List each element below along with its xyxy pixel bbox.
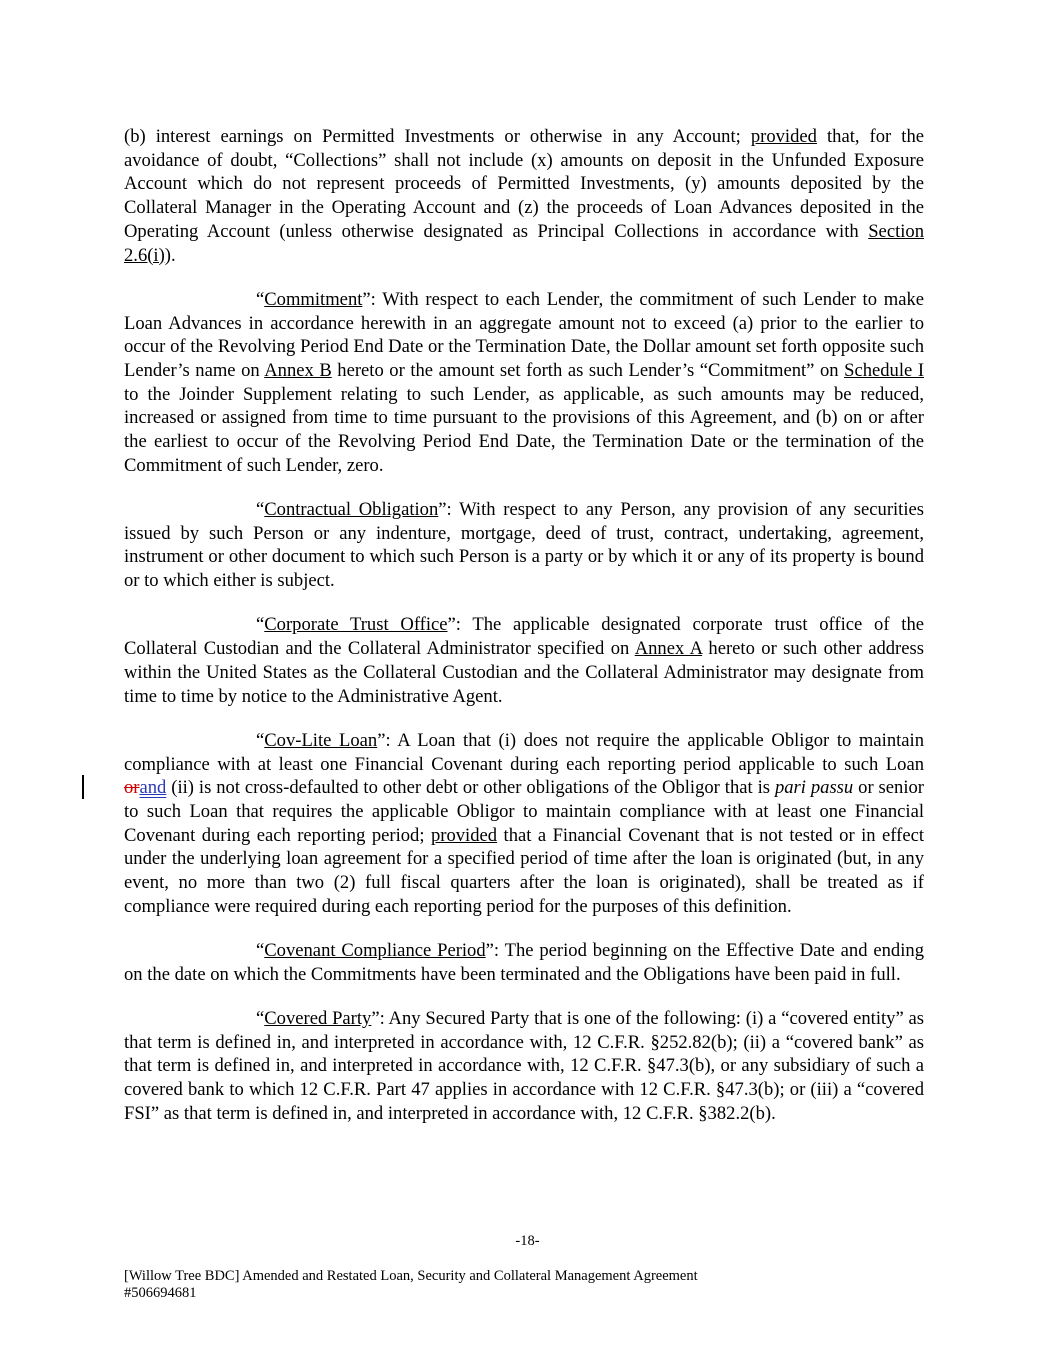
open-quote: “ [256, 940, 265, 962]
defined-term: Contractual Obligation [264, 499, 439, 521]
text-run: ”: The applicable designated corporate trust office of the Collateral Custodian and the Collateral Administrator specified on [124, 614, 924, 660]
defined-term: Commitment [264, 288, 363, 310]
text-run: (b) interest earnings on Permitted Investments or otherwise in any Account; [124, 126, 751, 147]
definition-corporate-trust-office [124, 613, 924, 708]
definition-cov-lite-loan [124, 729, 924, 919]
text-run: ”: A Loan that (i) does not require the applicable Obligor to maintain compliance with at least one Financial Covenant during each reporting period applicable to such Loan [124, 729, 924, 775]
collections-continuation-paragraph [124, 125, 924, 267]
footer-document-id: #506694681 [124, 1285, 197, 1301]
italic-phrase: pari passu [774, 777, 854, 799]
definition-contractual-obligation [124, 498, 924, 593]
underlined-term: provided [750, 126, 817, 147]
revision-change-bar [82, 775, 84, 799]
defined-term: Cov-Lite Loan [264, 729, 378, 751]
definition-commitment [124, 288, 924, 478]
text-run: ”: With respect to any Person, any provision of any securities issued by such Person or any indenture, mortgage, deed of trust, contract, undertaking, agreement, instrument or other document to which such Person is a party or by which it or any of its property is bound or to which either is subject. [124, 499, 924, 592]
footer-agreement-title: [Willow Tree BDC] Amended and Restated Loan, Security and Collateral Management Agreement [124, 1268, 698, 1284]
open-quote: “ [256, 499, 265, 521]
open-quote: “ [256, 1008, 265, 1030]
text-run: to the Joinder Supplement relating to such Lender, as applicable, as such amounts may be reduced, increased or assigned from time to time pursuant to the provisions of this Agreement, and (b) on or after the earliest to occur of the Revolving Period End Date, the Termination Date or the termination of the Commitment of such Lender, zero. [124, 383, 924, 476]
schedule-reference: Schedule I [844, 359, 925, 381]
defined-term: Covered Party [264, 1008, 372, 1030]
document-footer [124, 1268, 924, 1302]
open-quote: “ [256, 288, 265, 310]
text-run: hereto or the amount set forth as such Lender’s “Commitment” on [331, 359, 845, 381]
underlined-term: provided [430, 824, 498, 846]
text-run: ”: The period beginning on the Effective Date and ending on the date on which the Commitments have been terminated and the Obligations have been paid in full. [124, 940, 924, 985]
tracked-deletion: or [124, 777, 140, 799]
tracked-insertion: and [139, 777, 167, 799]
text-run: that, for the avoidance of doubt, “Collections” shall not include (x) amounts on deposit in the Unfunded Exposure Account which do not represent proceeds of Permitted Investments, (y) amounts deposited by the Collateral Manager in the Operating Account and (z) the proceeds of Loan Advances deposited in the Operating Account (unless otherwise designated as Principal Collections in accordance with [124, 126, 924, 242]
definition-covered-party [124, 1007, 924, 1126]
document-body [124, 125, 924, 1146]
annex-reference: Annex A [634, 638, 703, 660]
open-quote: “ [256, 614, 265, 636]
definition-covenant-compliance-period [124, 939, 924, 986]
text-run: hereto or such other address within the United States as the Collateral Custodian and the Collateral Administrator may designate from time to time by notice to the Administrative Agent. [124, 638, 924, 707]
section-reference: Section 2.6(i) [124, 220, 924, 266]
page-number: -18- [515, 1233, 540, 1249]
text-run: or senior to such Loan that requires the applicable Obligor to maintain compliance with at least one Financial Covenant during each reporting period; [124, 777, 924, 846]
defined-term: Corporate Trust Office [264, 614, 448, 636]
text-run: ”: With respect to each Lender, the commitment of such Lender to make Loan Advances in accordance herewith in an aggregate amount not to exceed (a) prior to the earlier to occur of the Revolving Period End Date or the Termination Date, the Dollar amount set forth opposite such Lender’s name on [124, 288, 924, 381]
open-quote: “ [256, 729, 265, 751]
defined-term: Covenant Compliance Period [264, 940, 486, 962]
text-run: ”: Any Secured Party that is one of the following: (i) a “covered entity” as that term is defined in, and interpreted in accordance with, 12 C.F.R. §252.82(b); (ii) a “covered bank” as that term is defined in, and interpreted in accordance with, 12 C.F.R. §47.3(b), or any subsidiary of such a covered bank to which 12 C.F.R. Part 47 applies in accordance with 12 C.F.R. §47.3(b); or (iii) a “covered FSI” as that term is defined in, and interpreted in accordance with, 12 C.F.R. §382.2(b). [124, 1008, 925, 1124]
text-run: (ii) is not cross-defaulted to other debt or other obligations of the Obligor that is [166, 777, 775, 799]
annex-reference: Annex B [264, 359, 332, 381]
text-run: that a Financial Covenant that is not tested or in effect under the underlying loan agreement for a specified period of time after the loan is originated (but, in any event, no more than two (2) full fiscal quarters after the loan is originated), shall be treated as if compliance were required during each reporting period for the purposes of this definition. [124, 824, 924, 917]
text-run: ). [164, 244, 176, 266]
